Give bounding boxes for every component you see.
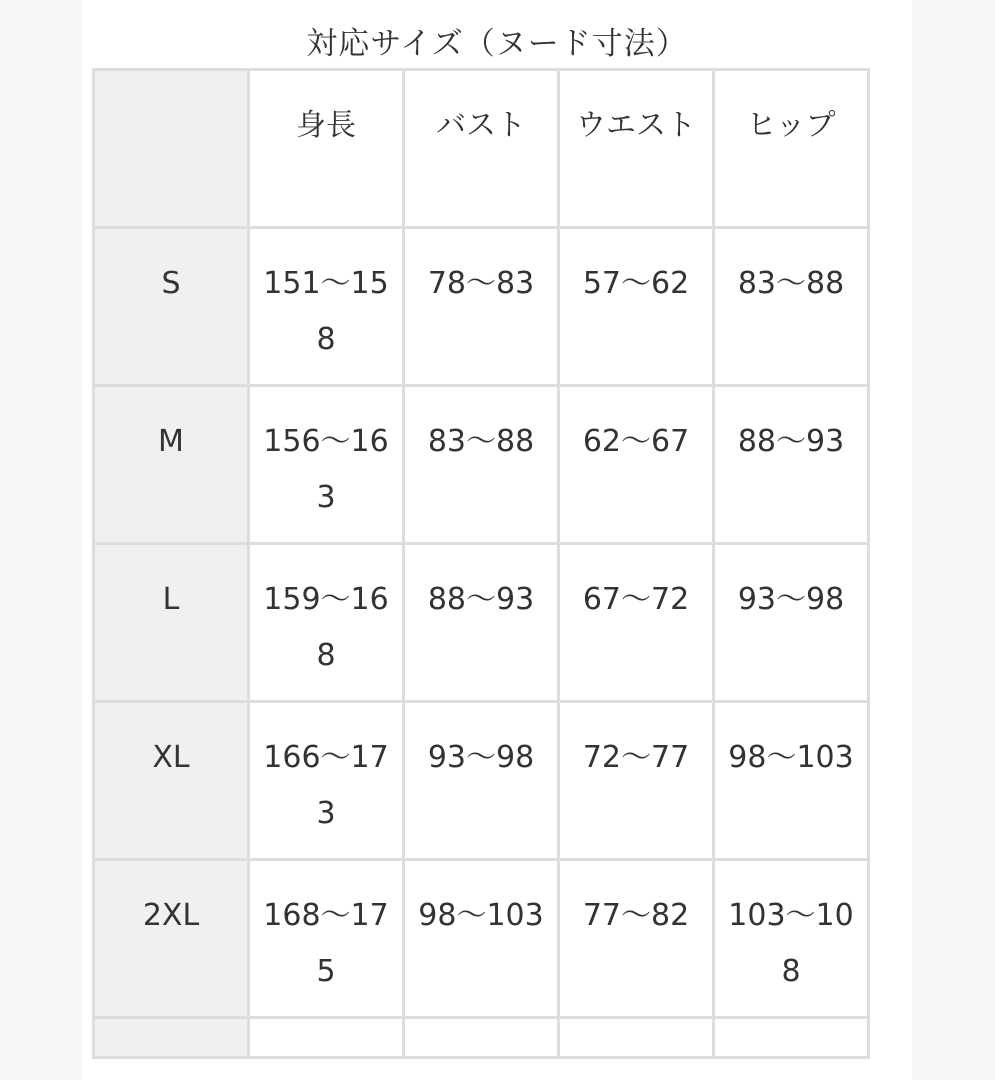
size-label-cell: S — [94, 228, 249, 386]
size-label-cell: XL — [94, 702, 249, 860]
height-cell — [249, 1018, 404, 1058]
waist-cell: 57〜62 — [559, 228, 714, 386]
hip-cell — [714, 1018, 869, 1058]
size-label-cell — [94, 1018, 249, 1058]
size-label-cell: 2XL — [94, 860, 249, 1018]
hip-cell: 93〜98 — [714, 544, 869, 702]
header-cell-waist: ウエスト — [559, 70, 714, 228]
hip-cell: 83〜88 — [714, 228, 869, 386]
waist-cell: 62〜67 — [559, 386, 714, 544]
waist-cell: 77〜82 — [559, 860, 714, 1018]
bust-cell: 98〜103 — [404, 860, 559, 1018]
bust-cell: 93〜98 — [404, 702, 559, 860]
height-cell: 156〜163 — [249, 386, 404, 544]
table-header-row — [94, 70, 869, 228]
waist-cell: 72〜77 — [559, 702, 714, 860]
header-cell-hip: ヒップ — [714, 70, 869, 228]
table-row — [94, 228, 869, 386]
header-cell-bust: バスト — [404, 70, 559, 228]
table-row — [94, 544, 869, 702]
bust-cell: 78〜83 — [404, 228, 559, 386]
bust-cell: 83〜88 — [404, 386, 559, 544]
table-row — [94, 702, 869, 860]
header-cell-height: 身長 — [249, 70, 404, 228]
hip-cell: 98〜103 — [714, 702, 869, 860]
table-row — [94, 860, 869, 1018]
waist-cell — [559, 1018, 714, 1058]
hip-cell: 88〜93 — [714, 386, 869, 544]
bust-cell: 88〜93 — [404, 544, 559, 702]
table-row-cut-off — [94, 1018, 869, 1058]
height-cell: 166〜173 — [249, 702, 404, 860]
height-cell: 151〜158 — [249, 228, 404, 386]
height-cell: 159〜168 — [249, 544, 404, 702]
bust-cell — [404, 1018, 559, 1058]
height-cell: 168〜175 — [249, 860, 404, 1018]
hip-cell: 103〜108 — [714, 860, 869, 1018]
table-row — [94, 386, 869, 544]
size-label-cell: M — [94, 386, 249, 544]
header-cell-empty — [94, 70, 249, 228]
size-chart-table — [92, 68, 870, 1059]
waist-cell: 67〜72 — [559, 544, 714, 702]
size-label-cell: L — [94, 544, 249, 702]
table-caption: 対応サイズ（ヌード寸法） — [306, 26, 688, 62]
